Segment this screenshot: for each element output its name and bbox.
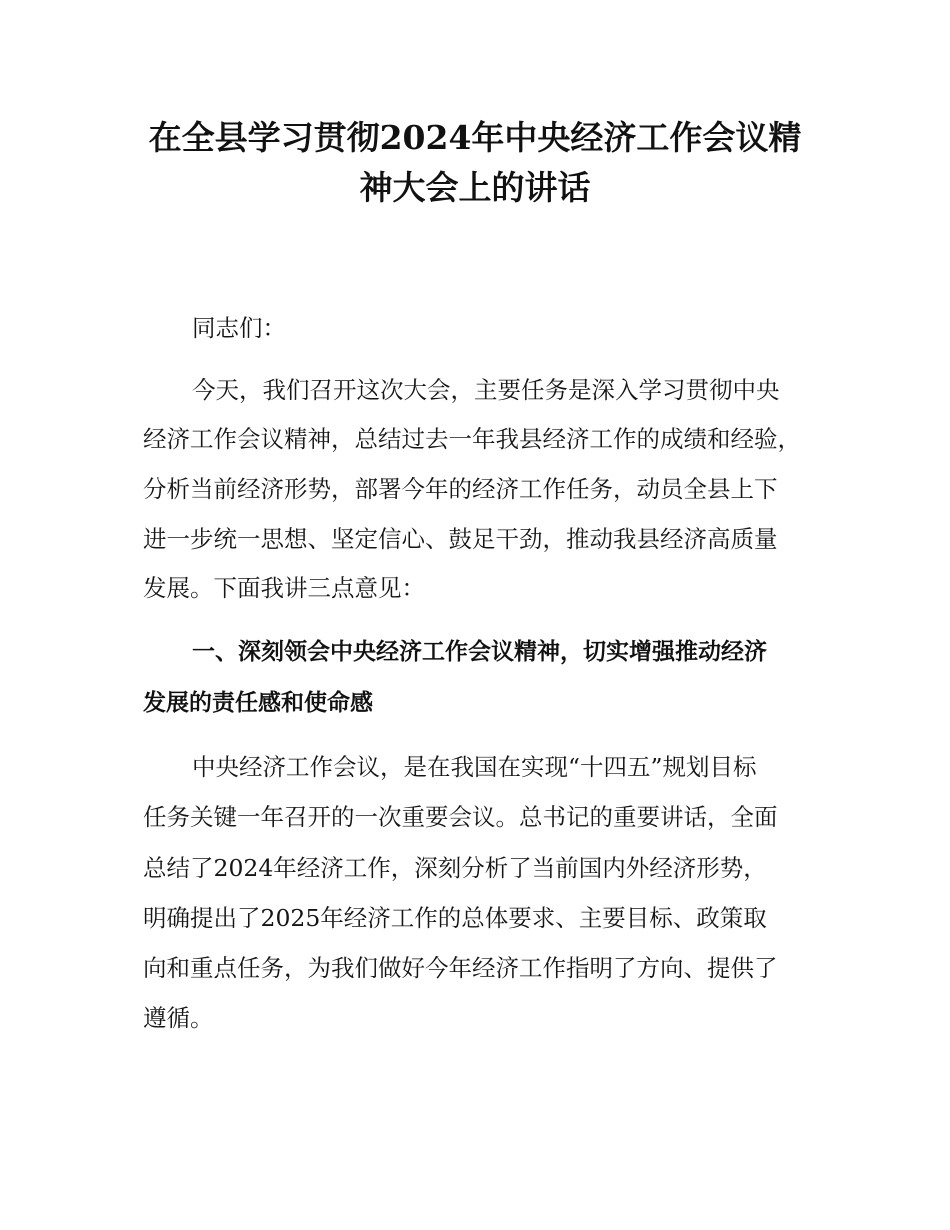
salutation: 同志们：: [192, 314, 286, 342]
section-body-line: 明确提出了2025年经济工作的总体要求、主要目标、政策取: [143, 904, 767, 932]
section-body-line: 任务关键一年召开的一次重要会议。总书记的重要讲话，全面: [143, 803, 778, 831]
intro-paragraph-line: 进一步统一思想、坚定信心、鼓足干劲，推动我县经济高质量: [143, 525, 778, 553]
document-title-line-2: 神大会上的讲话: [359, 168, 591, 207]
section-heading-line: 一、深刻领会中央经济工作会议精神，切实增强推动经济: [192, 639, 767, 665]
document-title-line-1: 在全县学习贯彻2024年中央经济工作会议精: [148, 118, 802, 157]
section-body-line: 中央经济工作会议，是在我国在实现“十四五”规划目标: [192, 753, 757, 781]
intro-paragraph-line: 分析当前经济形势，部署今年的经济工作任务，动员全县上下: [143, 475, 778, 503]
intro-paragraph-line: 发展。下面我讲三点意见：: [143, 574, 425, 602]
section-body-line: 总结了2024年经济工作，深刻分析了当前国内外经济形势，: [143, 854, 767, 882]
section-heading-line: 发展的责任感和使命感: [143, 690, 373, 716]
intro-paragraph-line: 今天，我们召开这次大会，主要任务是深入学习贯彻中央: [192, 376, 780, 404]
section-body-line: 向和重点任务，为我们做好今年经济工作指明了方向、提供了: [143, 954, 778, 982]
intro-paragraph-line: 经济工作会议精神，总结过去一年我县经济工作的成绩和经验，: [143, 425, 801, 453]
section-body-line: 遵循。: [143, 1004, 214, 1032]
